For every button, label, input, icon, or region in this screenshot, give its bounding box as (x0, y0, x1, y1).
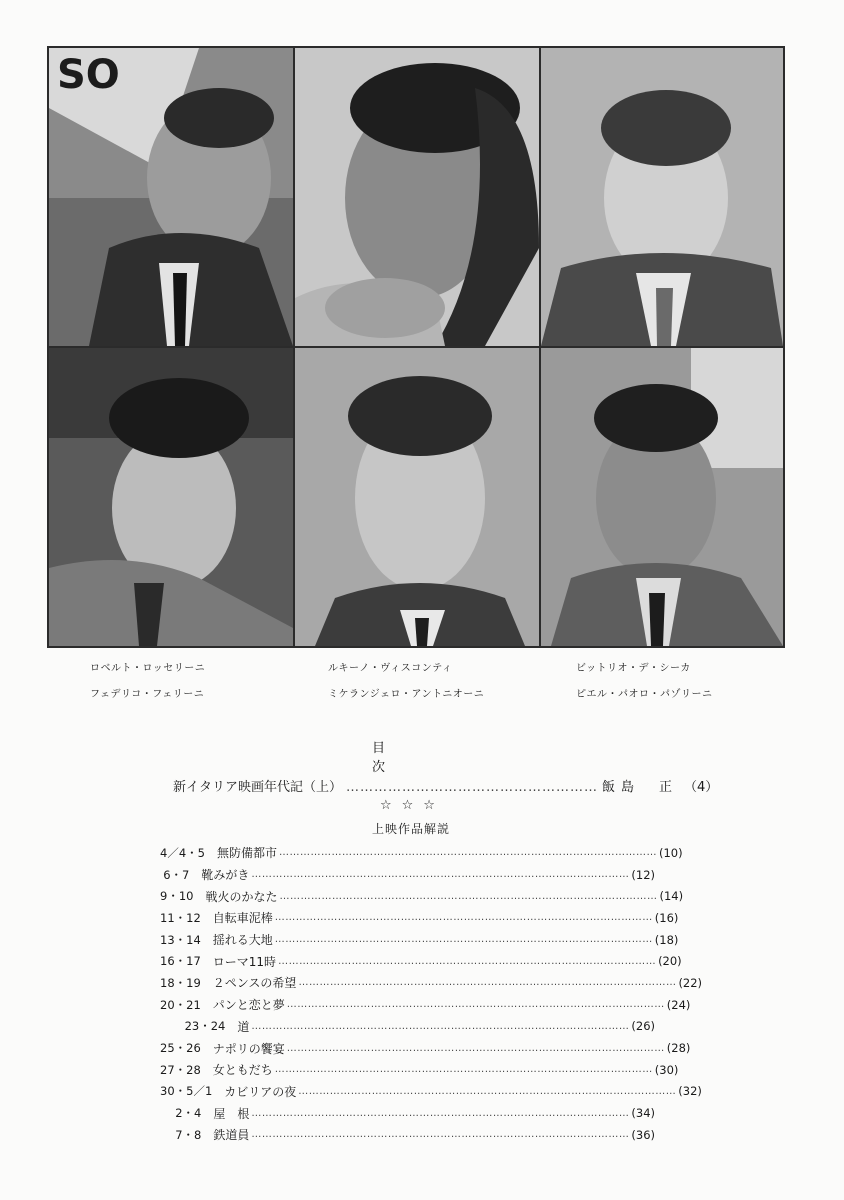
entry-date: 30・5／1 (160, 1084, 213, 1099)
toc-entry (160, 864, 655, 886)
toc-title: 目次 (372, 741, 424, 775)
entry-title: ２ペンスの希望 (212, 976, 297, 991)
leader-dots: ……………………………………………………………………………………………… (286, 999, 665, 1011)
entry-date: 7・8 (175, 1127, 202, 1142)
entry-page: (28) (666, 1041, 691, 1056)
leader-dots: ……………………………………………………………………………………………… (251, 1107, 630, 1119)
rossellini-portrait (49, 48, 293, 346)
entry-page: (34) (631, 1106, 655, 1121)
entry-page: (18) (654, 932, 679, 947)
toc-entry (160, 972, 703, 994)
star-separator: ☆☆☆ (380, 798, 445, 813)
toc-entry (160, 1081, 702, 1103)
toc-entry (160, 1037, 691, 1059)
entry-title: 道 (237, 1019, 250, 1034)
antonioni-portrait (295, 348, 539, 646)
entry-page: (16) (654, 910, 679, 925)
toc-feature-entry (173, 776, 719, 795)
entry-date: 23・24 (184, 1019, 226, 1034)
entry-page: (14) (659, 889, 684, 904)
visconti-portrait (295, 48, 539, 346)
entry-date: 6・7 (163, 867, 190, 882)
entry-page: (24) (666, 997, 691, 1012)
entry-date: 4／4・5 (160, 845, 205, 860)
entry-date: 11・12 (160, 910, 201, 925)
leader-dots: ……………………………………………………………………………………………… (251, 1020, 630, 1032)
toc-entry (160, 842, 683, 864)
leader-dots: ……………………………………………………………………………………………… (278, 847, 657, 859)
entry-page: (32) (678, 1084, 702, 1099)
entry-title: 無防備都市 (216, 846, 277, 861)
toc-entry (160, 994, 691, 1016)
toc-entry (160, 929, 679, 951)
section-heading: 上映作品解説 (372, 822, 451, 836)
entry-title: パンと恋と夢 (212, 998, 285, 1013)
feature-page: （4） (684, 780, 719, 795)
svg-text:SO: SO (57, 52, 120, 98)
caption-de-sica: ビットリオ・デ・シーカ (576, 663, 691, 674)
leader-dots: ……………………………………………………………………………………………… (251, 1129, 630, 1141)
feature-author: 飯島 正 (602, 780, 679, 795)
toc-entry (160, 1059, 679, 1081)
caption-pasolini: ピエル・パオロ・パゾリーニ (576, 689, 713, 700)
entry-page: (26) (631, 1019, 655, 1034)
entry-date: 2・4 (175, 1106, 202, 1121)
entry-page: (30) (654, 1062, 679, 1077)
caption-fellini: フェデリコ・フェリーニ (90, 689, 205, 700)
entry-page: (20) (658, 954, 682, 969)
entry-title: ローマ11時 (212, 954, 277, 969)
entry-date: 27・28 (160, 1062, 201, 1077)
toc-entry (160, 885, 684, 907)
fellini-portrait (49, 348, 293, 646)
leader-dots: ……………………………………………………………………………………………… (274, 934, 653, 946)
entry-date: 13・14 (160, 932, 201, 947)
leader-dots: ……………………………………………………………………………………………… (274, 912, 653, 924)
entry-date: 20・21 (160, 997, 201, 1012)
toc-entry-list (160, 842, 703, 1146)
toc-entry (160, 1102, 655, 1124)
entry-page: (10) (658, 845, 683, 860)
entry-date: 16・17 (160, 954, 201, 969)
leader-dots: ……………………………………………… (346, 780, 599, 795)
leader-dots: ……………………………………………………………………………………………… (274, 1064, 653, 1076)
caption-visconti: ルキーノ・ヴィスコンティ (328, 663, 453, 674)
entry-page: (12) (631, 867, 655, 882)
leader-dots: ……………………………………………………………………………………………… (278, 955, 657, 967)
de-sica-portrait (541, 48, 783, 346)
entry-title: 女ともだち (212, 1063, 273, 1078)
entry-page: (22) (678, 975, 703, 990)
entry-title: 揺れる大地 (212, 933, 273, 948)
portrait-grid (47, 46, 785, 648)
toc-entry (160, 907, 679, 929)
entry-title: 屋 根 (213, 1106, 250, 1121)
toc-entry (160, 950, 682, 972)
entry-title: 鉄道員 (213, 1128, 250, 1143)
entry-date: 9・10 (160, 889, 194, 904)
pasolini-portrait (541, 348, 783, 646)
leader-dots: ……………………………………………………………………………………………… (298, 1085, 677, 1097)
toc-entry (160, 1016, 655, 1038)
leader-dots: ……………………………………………………………………………………………… (251, 869, 630, 881)
entry-title: ナポリの饗宴 (212, 1041, 285, 1056)
leader-dots: ……………………………………………………………………………………………… (298, 977, 677, 989)
entry-title: 靴みがき (201, 868, 250, 883)
entry-page: (36) (631, 1127, 655, 1142)
leader-dots: ……………………………………………………………………………………………… (279, 890, 658, 902)
entry-date: 18・19 (160, 975, 201, 990)
entry-date: 25・26 (160, 1041, 201, 1056)
leader-dots: ……………………………………………………………………………………………… (286, 1042, 665, 1054)
entry-title: 自転車泥棒 (212, 911, 273, 926)
entry-title: 戦火のかなた (205, 889, 278, 904)
caption-antonioni: ミケランジェロ・アントニオーニ (328, 689, 485, 700)
caption-rossellini: ロベルト・ロッセリーニ (90, 663, 206, 674)
feature-title: 新イタリア映画年代記（上） (173, 780, 343, 795)
toc-entry (160, 1124, 655, 1146)
entry-title: カビリアの夜 (224, 1084, 297, 1099)
